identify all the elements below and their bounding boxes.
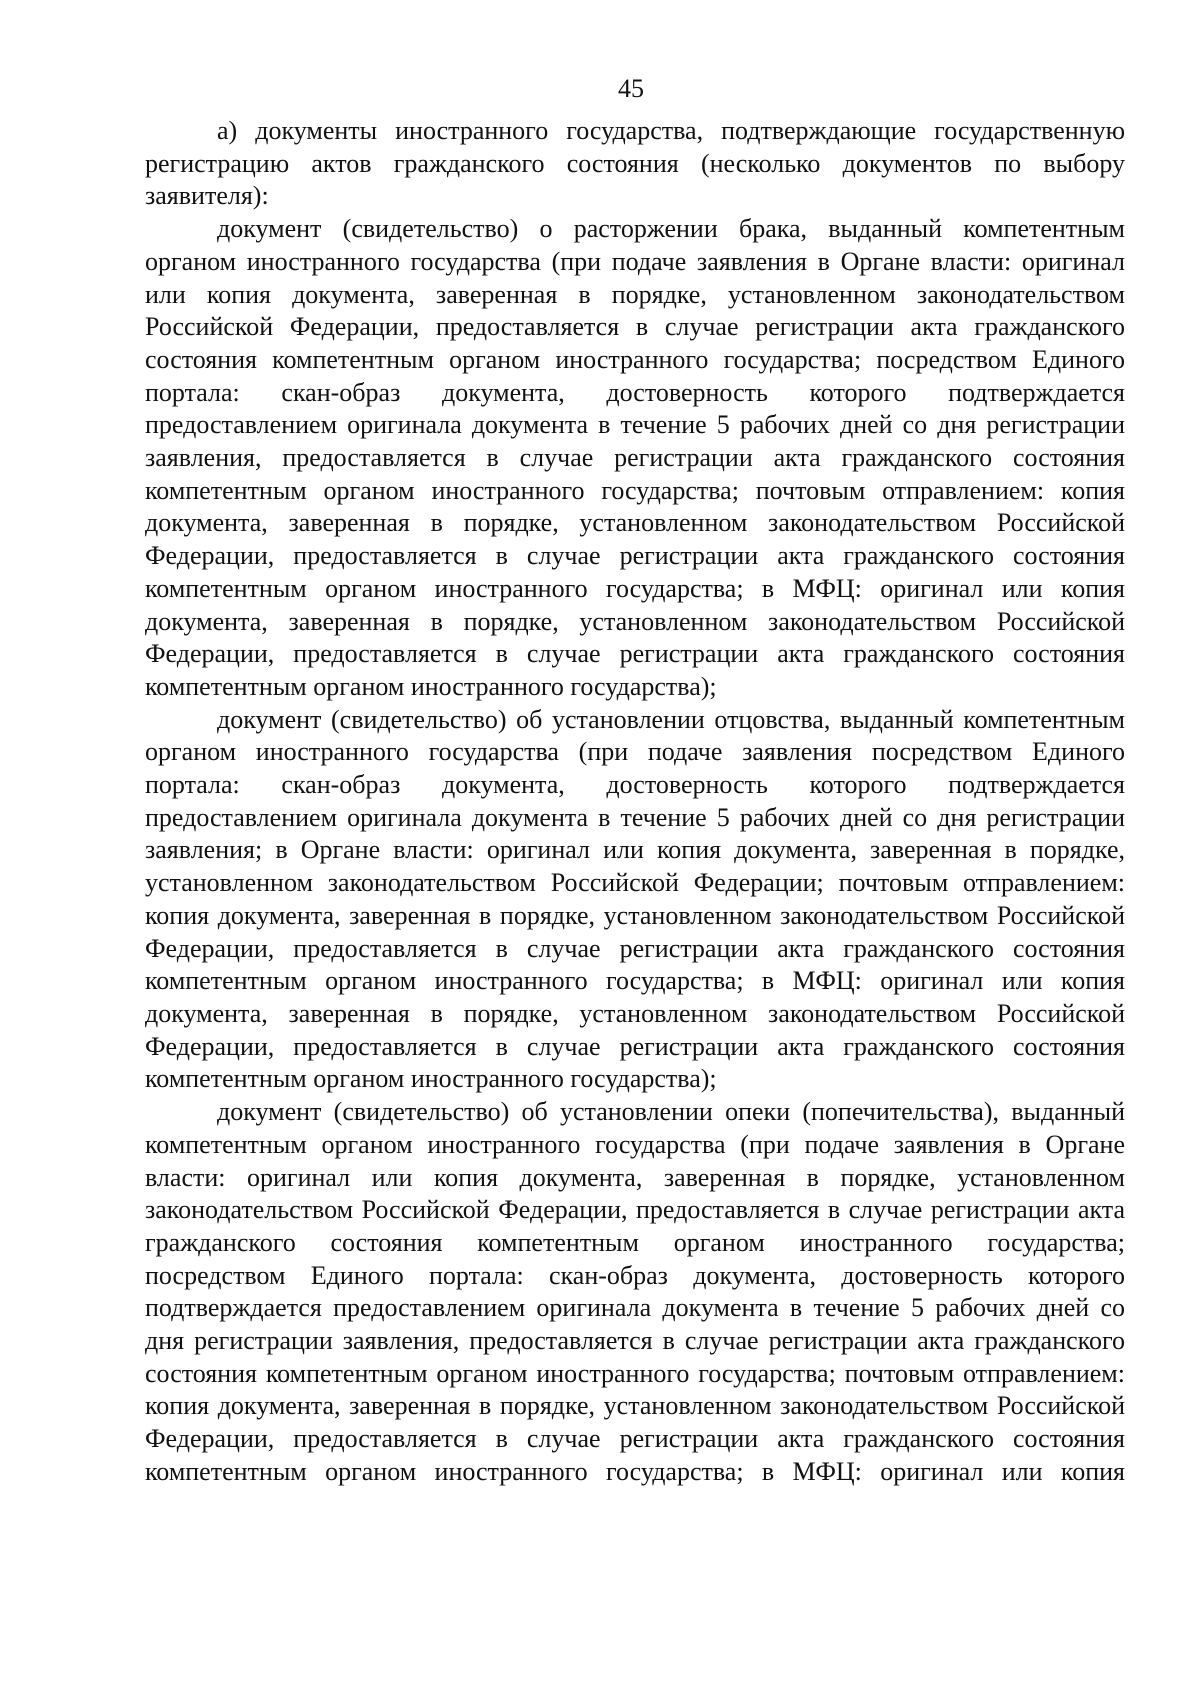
paragraph-paternity-certificate: документ (свидетельство) об установлении отцовства, выданный компетентным органом иностранного государства (при подаче заявления посредством Единого портала: скан-образ документа, достоверность которого подтверждается предоставлением оригинала документа в течение 5 рабочих дней со дня регистрации заявления; в Органе власти: оригинал или копия документа, заверенная в порядке, установленном законодательством Российской Федерации; почтовым отправлением: копия документа, заверенная в порядке, установленном законодательством Российской Федерации, предоставляется в случае регистрации акта гражданского состояния компетентным органом иностранного государства; в МФЦ: оригинал или копия документа, заверенная в порядке, установленном законодательством Российской Федерации, предоставляется в случае регистрации акта гражданского состояния компетентным органом иностранного государства); [145,704,1125,1094]
paragraph-foreign-documents-intro: а) документы иностранного государства, подтверждающие государственную регистрацию актов гражданского состояния (несколько документов по выбору заявителя): [145,116,1125,211]
page-number: 45 [618,74,644,103]
paragraph-guardianship-certificate: документ (свидетельство) об установлении опеки (попечительства), выданный компетентным органом иностранного государства (при подаче заявления в Органе власти: оригинал или копия документа, заверенная в порядке, установленном законодательством Российской Федерации, предоставляется в случае регистрации акта гражданского состояния компетентным органом иностранного государства; посредством Единого портала: скан-образ документа, достоверность которого подтверждается предоставлением оригинала документа в течение 5 рабочих дней со дня регистрации заявления, предоставляется в случае регистрации акта гражданского состояния компетентным органом иностранного государства; почтовым отправлением: копия документа, заверенная в порядке, установленном законодательством Российской Федерации, предоставляется в случае регистрации акта гражданского состояния компетентным органом иностранного государства; в МФЦ: оригинал или копия [145,1097,1125,1486]
paragraph-divorce-certificate: документ (свидетельство) о расторжении брака, выданный компетентным органом иностранного государства (при подаче заявления в Органе власти: оригинал или копия документа, заверенная в порядке, установленном законодательством Российской Федерации, предоставляется в случае регистрации акта гражданского состояния компетентным органом иностранного государства; посредством Единого портала: скан-образ документа, достоверность которого подтверждается предоставлением оригинала документа в течение 5 рабочих дней со дня регистрации заявления, предоставляется в случае регистрации акта гражданского состояния компетентным органом иностранного государства; почтовым отправлением: копия документа, заверенная в порядке, установленном законодательством Российской Федерации, предоставляется в случае регистрации акта гражданского состояния компетентным органом иностранного государства; в МФЦ: оригинал или копия документа, заверенная в порядке, установленном законодательством Российской Федерации, предоставляется в случае регистрации акта гражданского состояния компетентным органом иностранного государства); [145,214,1125,701]
document-body [145,115,1125,1489]
